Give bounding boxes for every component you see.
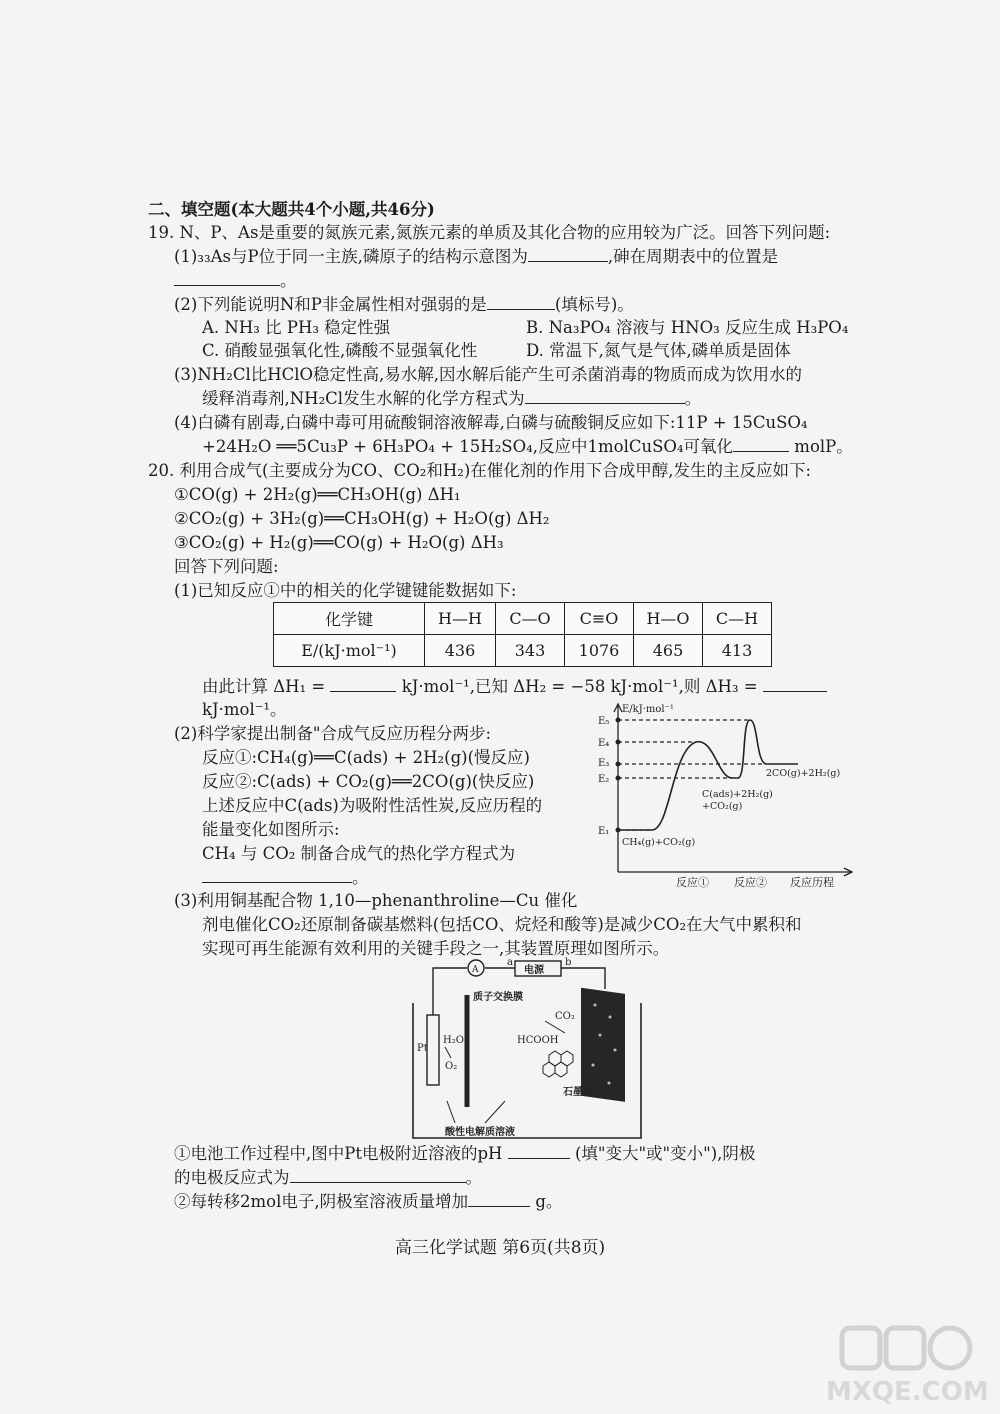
q20-subq2: ②每转移2mol电子,阴极室溶液质量增加 g。	[174, 1192, 563, 1211]
q20-prompt: 回答下列问题:	[174, 557, 279, 576]
q19-part4: (4)白磷有剧毒,白磷中毒可用硫酸铜溶液解毒,白磷与硫酸铜反应如下:11P + 15CuSO₄	[174, 413, 808, 432]
q19-option-a: A. NH₃ 比 PH₃ 稳定性强	[202, 318, 391, 337]
ammeter-label: A	[472, 965, 479, 975]
level-label: E₁	[598, 826, 610, 837]
answer-blank	[174, 271, 280, 286]
wire-left	[433, 968, 467, 1015]
terminal-b-label: b	[565, 957, 572, 968]
table-cell: 413	[703, 635, 772, 667]
electrolysis-cell-diagram	[405, 955, 650, 1140]
q20-reaction-1: ①CO(g) + 2H₂(g)══CH₃OH(g) ΔH₁	[174, 485, 461, 504]
catalyst-molecule	[543, 1051, 573, 1077]
table-cell: 465	[634, 635, 703, 667]
q20-part2-line: 。	[202, 867, 369, 889]
answer-blank	[508, 1144, 570, 1159]
table-row-label: E/(kJ·mol⁻¹)	[274, 635, 425, 667]
q20-step-1: 反应①:CH₄(g)══C(ads) + 2H₂(g)(慢反应)	[202, 748, 530, 767]
o2-label: O₂	[445, 1061, 458, 1072]
watermark-logo	[836, 1320, 976, 1376]
graphene-electrode	[581, 988, 625, 1102]
y-axis-label: E/kJ·mol⁻¹	[622, 704, 674, 715]
level-label: E₅	[598, 716, 610, 727]
section-title: 二、填空题(本大题共4个小题,共46分)	[148, 200, 435, 219]
q20-part1: (1)已知反应①中的相关的化学键键能数据如下:	[174, 581, 517, 600]
table-header-cell: H—H	[425, 603, 496, 635]
state-label-mid2: +CO₂(g)	[702, 801, 743, 812]
x-label-step1: 反应①	[676, 876, 709, 889]
energy-profile-diagram	[590, 700, 860, 890]
q19-stem: 19. N、P、As是重要的氮族元素,氮族元素的单质及其化合物的应用较为广泛。回答下列问题:	[148, 223, 831, 242]
q20-subq1-line2: 的电极反应式为 。	[174, 1168, 482, 1187]
q19-option-d: D. 常温下,氮气是气体,磷单质是固体	[526, 341, 791, 360]
table-header-cell: H—O	[634, 603, 703, 635]
state-label-mid: C(ads)+2H₂(g)	[702, 789, 773, 800]
q19-part1: (1)₃₃As与P位于同一主族,磷原子的结构示意图为 ,砷在周期表中的位置是	[174, 247, 779, 266]
electrolyte-label: 酸性电解质溶液	[445, 1127, 515, 1138]
q20-part1-unit: kJ·mol⁻¹。	[202, 700, 287, 719]
membrane-label: 质子交换膜	[473, 992, 523, 1003]
x-label-step2: 反应②	[734, 876, 767, 889]
state-label-end: 2CO(g)+2H₂(g)	[766, 768, 841, 779]
table-header-cell: C≡O	[565, 603, 634, 635]
answer-blank	[290, 1168, 466, 1183]
q20-part3-line2: 剂电催化CO₂还原制备碳基燃料(包括CO、烷烃和酸等)是减少CO₂在大气中累积和	[202, 915, 802, 934]
q20-step-2: 反应②:C(ads) + CO₂(g)══2CO(g)(快反应)	[202, 772, 535, 791]
q20-part3: (3)利用铜基配合物 1,10—phenanthroline—Cu 催化	[174, 891, 578, 910]
q20-stem: 20. 利用合成气(主要成分为CO、CO₂和H₂)在催化剂的作用下合成甲醇,发生的主反应如下:	[148, 461, 812, 480]
q20-reaction-2: ②CO₂(g) + 3H₂(g)══CH₃OH(g) + H₂O(g) ΔH₂	[174, 509, 550, 528]
x-axis-label: 反应历程	[790, 876, 834, 889]
answer-blank	[468, 1192, 530, 1207]
answer-blank	[330, 677, 396, 692]
page-footer: 高三化学试题 第6页(共8页)	[394, 1238, 606, 1258]
answer-blank	[525, 389, 685, 404]
q19-option-c: C. 硝酸显强氧化性,磷酸不显强氧化性	[202, 341, 478, 360]
table-header-row	[274, 603, 772, 635]
q20-part2-desc1: 上述反应中C(ads)为吸附性活性炭,反应历程的	[202, 796, 543, 815]
q20-reaction-3: ③CO₂(g) + H₂(g)══CO(g) + H₂O(g) ΔH₃	[174, 533, 504, 552]
level-label: E₂	[598, 774, 610, 785]
bond-energy-table	[273, 602, 772, 667]
co2-label: CO₂	[555, 1011, 575, 1022]
q19-part3-line2: 缓释消毒剂,NH₂Cl发生水解的化学方程式为 。	[202, 389, 702, 408]
answer-blank	[763, 677, 827, 692]
hcooh-label: HCOOH	[517, 1035, 559, 1046]
q20-part2-desc3: CH₄ 与 CO₂ 制备合成气的热化学方程式为	[202, 844, 516, 863]
answer-blank	[733, 437, 789, 452]
table-cell: 1076	[565, 635, 634, 667]
q19-part3: (3)NH₂Cl比HClO稳定性高,易水解,因水解后能产生可杀菌消毒的物质而成为饮用水的	[174, 365, 803, 384]
q19-part4-line2: +24H₂O ══5Cu₃P + 6H₃PO₄ + 15H₂SO₄,反应中1molCuSO₄可氧化 molP。	[202, 437, 853, 456]
q19-option-b: B. Na₃PO₄ 溶液与 HNO₃ 反应生成 H₃PO₄	[526, 318, 849, 337]
pt-electrode	[427, 1015, 439, 1085]
q20-part1-calc: 由此计算 ΔH₁ = kJ·mol⁻¹,已知 ΔH₂ = −58 kJ·mol⁻¹,则 ΔH₃ =	[202, 676, 827, 698]
power-supply-label: 电源	[524, 965, 544, 976]
q20-part2-desc2: 能量变化如图所示:	[202, 820, 340, 839]
terminal-a-label: a	[507, 957, 513, 968]
table-cell: 436	[425, 635, 496, 667]
table-row	[274, 635, 772, 667]
q20-part2: (2)科学家提出制备"合成气反应历程分两步:	[174, 724, 492, 743]
state-label-start: CH₄(g)+CO₂(g)	[622, 837, 696, 848]
answer-blank	[528, 247, 608, 262]
q20-part3-line3: 实现可再生能源有效利用的关键手段之一,其装置原理如图所示。	[202, 939, 670, 958]
watermark: MXQE.COM	[826, 1377, 989, 1407]
answer-blank	[202, 868, 352, 883]
level-label: E₃	[598, 758, 610, 769]
q20-subq1: ①电池工作过程中,图中Pt电极附近溶液的pH (填"变大"或"变小"),阴极	[174, 1144, 756, 1163]
graphene-label: 石墨烯	[563, 1087, 593, 1098]
q19-part2: (2)下列能说明N和P非金属性相对强弱的是 (填标号)。	[174, 295, 634, 314]
h2o-label: H₂O	[443, 1035, 464, 1046]
table-header-cell: 化学键	[274, 603, 425, 635]
level-label: E₄	[598, 738, 610, 749]
table-header-cell: C—H	[703, 603, 772, 635]
pt-label: Pt	[417, 1043, 428, 1054]
answer-blank	[487, 295, 555, 310]
table-header-cell: C—O	[496, 603, 565, 635]
wire-right	[561, 968, 605, 989]
table-cell: 343	[496, 635, 565, 667]
q19-part1-line2: 。	[174, 270, 297, 292]
